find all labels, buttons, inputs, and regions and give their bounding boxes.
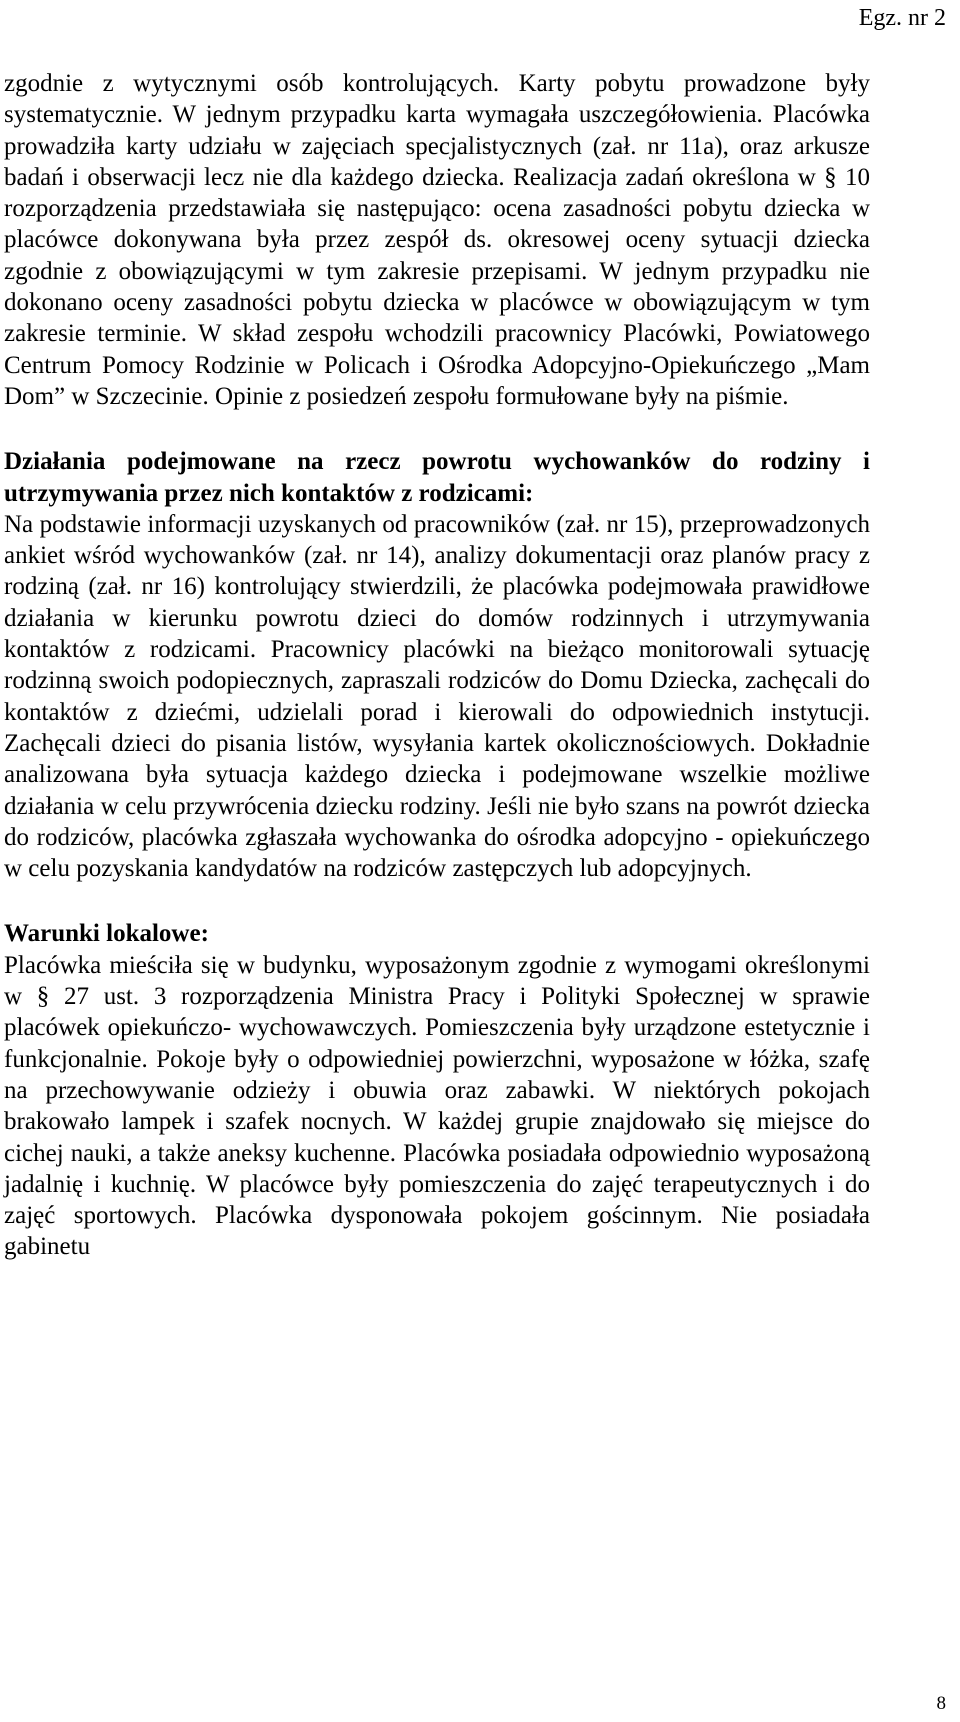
copy-number-header: Egz. nr 2 <box>858 5 946 31</box>
section-spacer <box>4 884 870 918</box>
heading-premises-conditions: Warunki lokalowe: <box>4 920 209 948</box>
section-spacer <box>4 412 870 446</box>
paragraph-premises-conditions: Placówka mieściła się w budynku, wyposażonym zgodnie z wymogami określonymi w § 27 ust. 3 rozporządzenia Ministra Pracy i Polityki Społecznej w sprawie placówek opiekuńczo- wychowawczych. Pomieszczenia były urządzone estetycznie i funkcjonalnie. Pokoje były o odpowiedniej powierzchni, wyposażone w łóżka, szafę na przechowywanie odzieży i obuwia oraz zabawki. W niektórych pokojach brakowało lampek i szafek nocnych. W każdej grupie znajdowało się miejsce do cichej nauki, a także aneksy kuchenne. Placówka posiadała odpowiednio wyposażoną jadalnię i kuchnię. W placówce były pomieszczenia do zajęć terapeutycznych i do zajęć sportowych. Placówka dysponowała pokojem gościnnym. Nie posiadała gabinetu <box>4 951 870 1261</box>
paragraph-placement-records: zgodnie z wytycznymi osób kontrolujących. Karty pobytu prowadzone były systematycznie. W jednym przypadku karta wymagała uszczegółowienia. Placówka prowadziła karty udziału w zajęciach specjalistycznych (zał. nr 11a), oraz arkusze badań i obserwacji lecz nie dla każdego dziecka. Realizacja zadań określona w § 10 rozporządzenia przedstawiała się następująco: ocena zasadności pobytu dziecka w placówce dokonywana była przez zespół ds. okresowej oceny sytuacji dziecka zgodnie z obowiązującymi w tym zakresie przepisami. W jednym przypadku nie dokonano oceny zasadności pobytu dziecka w placówce w obowiązującym w tym zakresie terminie. W skład zespołu wchodzili pracownicy Placówki, Powiatowego Centrum Pomocy Rodzinie w Policach i Ośrodka Adopcyjno-Opiekuńczego „Mam Dom” w Szczecinie. Opinie z posiedzeń zespołu formułowane były na piśmie. <box>4 70 870 410</box>
heading-family-return-actions: Działania podejmowane na rzecz powrotu wychowanków do rodziny i utrzymywania przez nich kontaktów z rodzicami: <box>4 448 870 507</box>
page-number: 8 <box>936 1693 946 1714</box>
document-body <box>4 68 870 1263</box>
paragraph-family-return-actions: Na podstawie informacji uzyskanych od pracowników (zał. nr 15), przeprowadzonych ankiet wśród wychowanków (zał. nr 14), analizy dokumentacji oraz planów pracy z rodziną (zał. nr 16) kontrolujący stwierdzili, że placówka podejmowała prawidłowe działania w kierunku powrotu dzieci do domów rodzinnych i utrzymywania kontaktów z rodzicami. Pracownicy placówki na bieżąco monitorowali sytuację rodzinną swoich podopiecznych, zapraszali rodziców do Domu Dziecka, zachęcali do kontaktów z dziećmi, udzielali porad i kierowali do odpowiednich instytucji. Zachęcali dzieci do pisania listów, wysyłania kartek okolicznościowych. Dokładnie analizowana była sytuacja każdego dziecka i podejmowane wszelkie możliwe działania w celu przywrócenia dziecku rodziny. Jeśli nie było szans na powrót dziecka do rodziców, placówka zgłaszała wychowanka do ośrodka adopcyjno - opiekuńczego w celu pozyskania kandydatów na rodziców zastępczych lub adopcyjnych. <box>4 510 870 883</box>
